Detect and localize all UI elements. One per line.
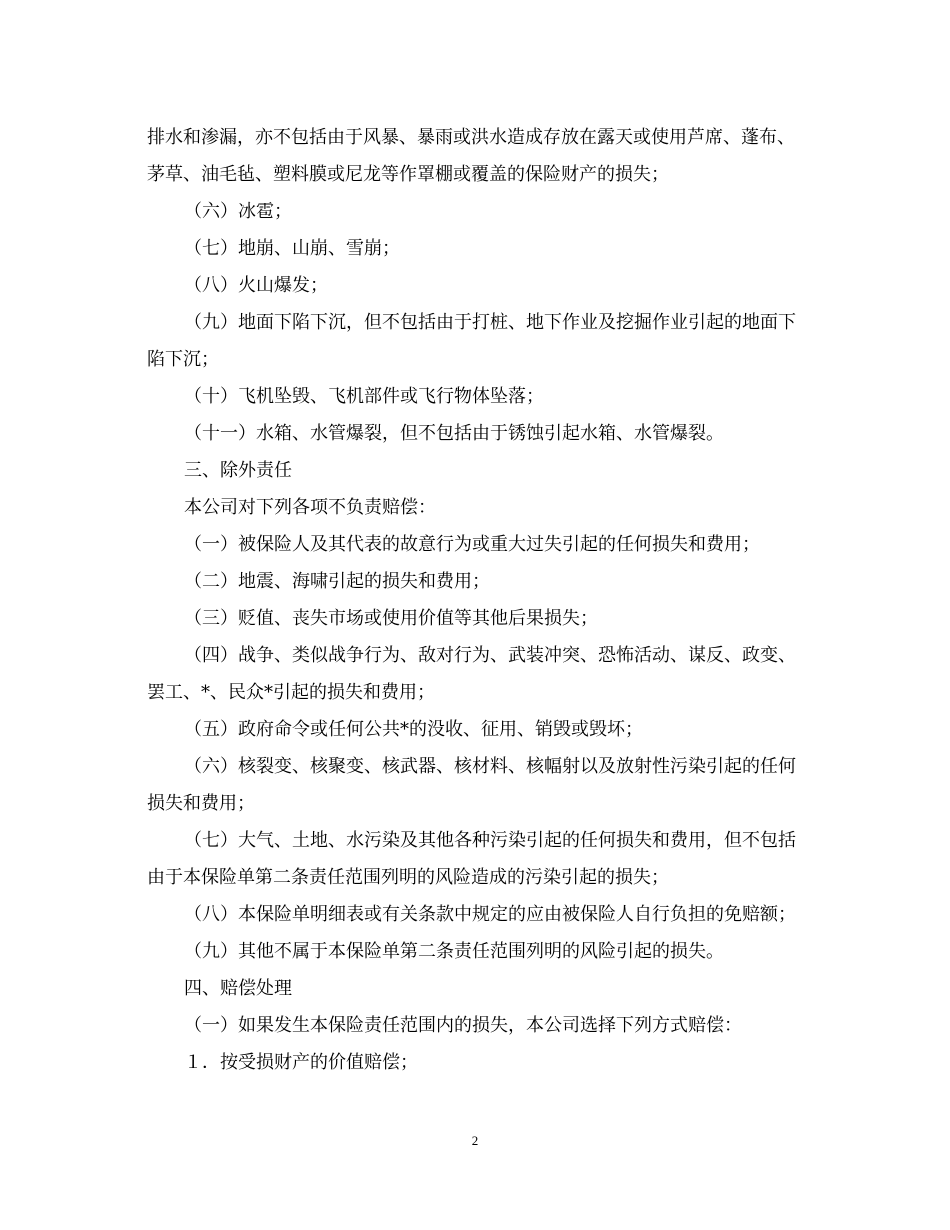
paragraph-21: １．按受损财产的价值赔偿； (184, 1052, 418, 1073)
section-heading-compensation: 四、赔偿处理 (184, 978, 292, 999)
paragraph-10: （一）被保险人及其代表的故意行为或重大过失引起的任何损失和费用； (184, 534, 760, 555)
paragraph-13: （四）战争、类似战争行为、敌对行为、武装冲突、恐怖活动、谋反、政变、罢工、*、民众*引起的损失和费用； (147, 645, 796, 703)
paragraph-14: （五）政府命令或任何公共*的没收、征用、销毁或毁坏； (184, 719, 643, 740)
paragraph-16: （七）大气、土地、水污染及其他各种污染引起的任何损失和费用，但不包括由于本保险单第二条责任范围列明的风险造成的污染引起的损失； (147, 830, 796, 888)
paragraph-4: （八）火山爆发； (184, 275, 328, 296)
document-body (147, 119, 807, 1081)
paragraph-17: （八）本保险单明细表或有关条款中规定的应由被保险人自行负担的免赔额； (184, 904, 796, 925)
paragraph-1: 排水和渗漏，亦不包括由于风暴、暴雨或洪水造成存放在露天或使用芦席、蓬布、茅草、油毛毡、塑料膜或尼龙等作罩棚或覆盖的保险财产的损失； (147, 127, 795, 185)
paragraph-5: （九）地面下陷下沉，但不包括由于打桩、地下作业及挖掘作业引起的地面下陷下沉； (147, 312, 796, 370)
paragraph-6: （十）飞机坠毁、飞机部件或飞行物体坠落； (184, 386, 544, 407)
paragraph-11: （二）地震、海啸引起的损失和费用； (184, 571, 490, 592)
paragraph-3: （七）地崩、山崩、雪崩； (184, 238, 400, 259)
paragraph-18: （九）其他不属于本保险单第二条责任范围列明的风险引起的损失。 (184, 941, 724, 962)
paragraph-12: （三）贬值、丧失市场或使用价值等其他后果损失； (184, 608, 598, 629)
paragraph-7: （十一）水箱、水管爆裂，但不包括由于锈蚀引起水箱、水管爆裂。 (184, 423, 724, 444)
page-number: 2 (471, 1133, 479, 1148)
paragraph-20: （一）如果发生本保险责任范围内的损失，本公司选择下列方式赔偿： (184, 1015, 742, 1036)
paragraph-15: （六）核裂变、核聚变、核武器、核材料、核幅射以及放射性污染引起的任何损失和费用； (147, 756, 796, 814)
paragraph-2: （六）冰雹； (184, 201, 292, 222)
section-heading-exclusions: 三、除外责任 (184, 460, 292, 481)
paragraph-9: 本公司对下列各项不负责赔偿： (184, 497, 436, 518)
